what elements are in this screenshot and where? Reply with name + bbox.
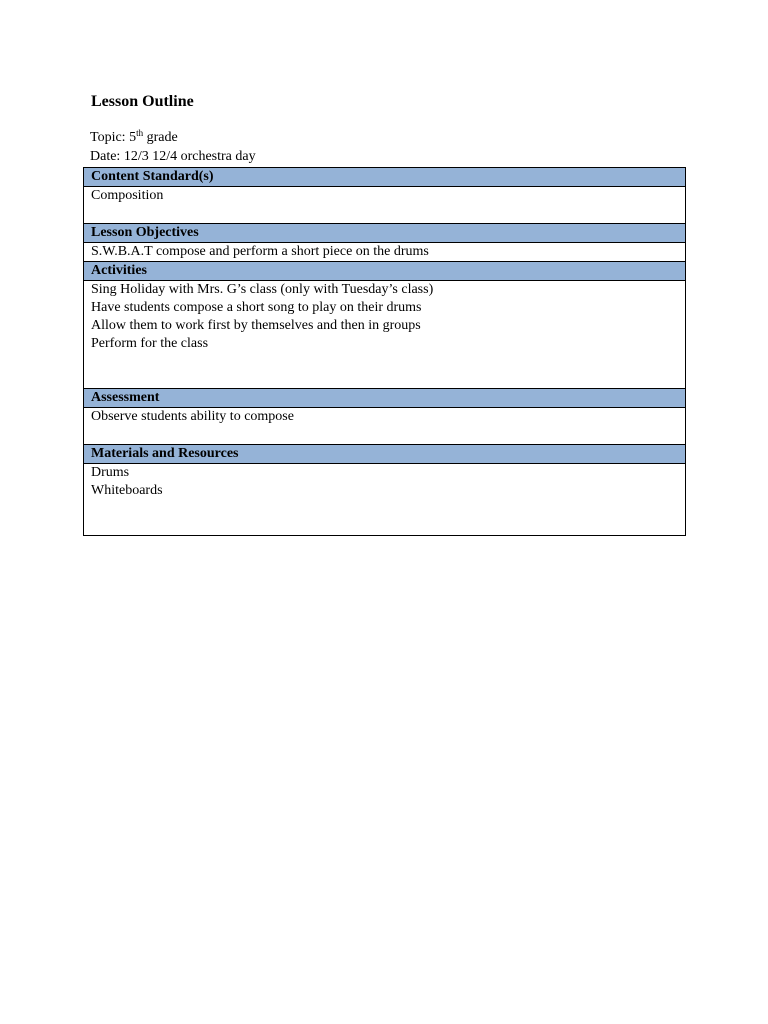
activities-line: Sing Holiday with Mrs. G’s class (only with Tuesday’s class) — [91, 282, 434, 297]
assessment-line: Observe students ability to compose — [91, 409, 294, 424]
materials-header: Materials and Resources — [84, 445, 685, 464]
topic-line — [90, 129, 178, 147]
lesson-objectives-body — [84, 243, 685, 262]
content-standard-line: Composition — [91, 188, 164, 203]
materials-line: Whiteboards — [91, 483, 163, 498]
lesson-objectives-header: Lesson Objectives — [84, 224, 685, 243]
content-standard-body — [84, 187, 685, 224]
date-line: Date: 12/3 12/4 orchestra day — [90, 149, 256, 164]
lesson-outline-table — [83, 167, 686, 536]
topic-suffix: grade — [143, 130, 178, 145]
activities-header: Activities — [84, 262, 685, 281]
page-title: Lesson Outline — [91, 93, 194, 110]
lesson-objectives-line: S.W.B.A.T compose and perform a short piece on the drums — [91, 244, 429, 259]
materials-line: Drums — [91, 465, 130, 480]
topic-prefix: Topic: 5 — [90, 130, 137, 145]
activities-line: Have students compose a short song to play on their drums — [91, 300, 422, 315]
activities-body — [84, 281, 685, 389]
activities-line: Perform for the class — [91, 336, 209, 351]
materials-body — [84, 464, 685, 535]
content-standard-header: Content Standard(s) — [84, 168, 685, 187]
assessment-body — [84, 408, 685, 445]
assessment-header: Assessment — [84, 389, 685, 408]
activities-line: Allow them to work first by themselves and then in groups — [91, 318, 421, 333]
topic-superscript: th — [136, 128, 144, 138]
